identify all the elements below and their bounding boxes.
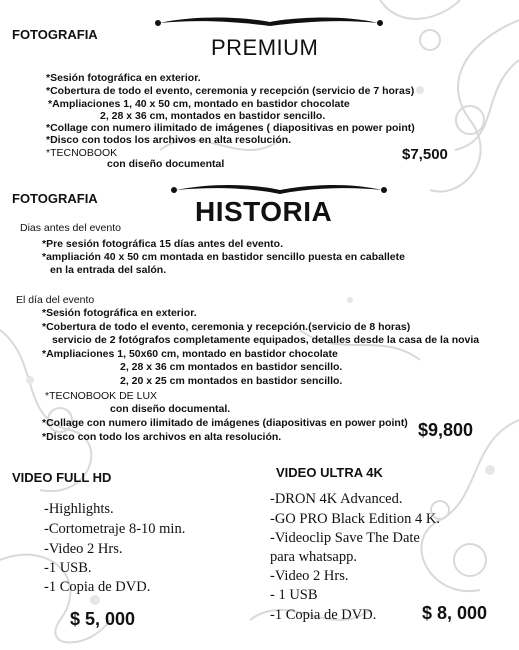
premium-section-label: FOTOGRAFIA: [12, 27, 98, 42]
premium-line-8: con diseño documental: [107, 158, 225, 170]
historia-day-line-5: 2, 28 x 36 cm montados en bastidor sencillo.: [120, 361, 343, 373]
video-ultra-4k-item-4: para whatsapp.: [270, 549, 357, 565]
historia-before-line-1: *Pre sesión fotográfica 15 días antes del evento.: [42, 238, 284, 250]
premium-price: $7,500: [402, 146, 448, 163]
video-ultra-4k-title: VIDEO ULTRA 4K: [276, 465, 383, 480]
historia-day-line-6: 2, 20 x 25 cm montados en bastidor sencillo.: [120, 375, 343, 387]
historia-day-line-4: *Ampliaciones 1, 50x60 cm, montado en bastidor chocolate: [42, 348, 338, 360]
video-full-hd-title: VIDEO FULL HD: [12, 470, 112, 485]
video-full-hd-item-2: -Cortometraje 8-10 min.: [44, 521, 186, 537]
historia-day-line-2: *Cobertura de todo el evento, ceremonia y recepción.(servicio de 8 horas): [42, 321, 411, 333]
premium-line-4: 2, 28 x 36 cm, montados en bastidor sencillo.: [100, 110, 326, 122]
video-ultra-4k-item-7: -1 Copia de DVD.: [270, 607, 377, 623]
video-full-hd-item-4: -1 USB.: [44, 560, 92, 576]
historia-day-line-3: servicio de 2 fotógrafos completamente equipados, detalles desde la casa de la novia: [52, 334, 480, 346]
video-ultra-4k-item-6: - 1 USB: [270, 587, 318, 603]
video-ultra-4k-item-3: -Videoclip Save The Date: [270, 530, 420, 546]
video-ultra-4k-item-5: -Video 2 Hrs.: [270, 568, 349, 584]
video-ultra-4k-item-2: -GO PRO Black Edition 4 K.: [270, 511, 440, 527]
premium-line-6: *Disco con todos los archivos en alta resolución.: [46, 134, 292, 146]
premium-line-2: *Cobertura de todo el evento, ceremonia y recepción (servicio de 7 horas): [46, 85, 415, 97]
video-ultra-4k-item-1: -DRON 4K Advanced.: [270, 491, 403, 507]
historia-section-label: FOTOGRAFIA: [12, 191, 98, 206]
historia-before-heading: Dias antes del evento: [20, 222, 121, 234]
premium-line-5: *Collage con numero ilimitado de imágenes ( diapositivas en power point): [46, 122, 415, 134]
premium-title: PREMIUM: [211, 35, 319, 60]
historia-day-line-7: *TECNOBOOK DE LUX: [45, 390, 158, 402]
video-full-hd-item-5: -1 Copia de DVD.: [44, 579, 151, 595]
premium-line-3: *Ampliaciones 1, 40 x 50 cm, montado en bastidor chocolate: [48, 98, 350, 110]
historia-day-line-8: con diseño documental.: [110, 403, 231, 415]
video-full-hd-price: $ 5, 000: [70, 609, 136, 629]
historia-day-line-9: *Collage con numero ilimitado de imágenes (diapositivas en power point): [42, 417, 408, 429]
video-full-hd-item-1: -Highlights.: [44, 501, 114, 517]
historia-day-line-1: *Sesión fotográfica en exterior.: [42, 307, 197, 319]
historia-day-line-10: *Disco con todo los archivos en alta resolución.: [42, 431, 282, 443]
premium-line-1: *Sesión fotográfica en exterior.: [46, 72, 201, 84]
premium-line-7: *TECNOBOOK: [46, 147, 118, 159]
historia-title: HISTORIA: [195, 196, 333, 227]
historia-before-line-3: en la entrada del salón.: [50, 264, 167, 276]
video-ultra-4k-price: $ 8, 000: [422, 603, 488, 623]
historia-price: $9,800: [418, 420, 474, 440]
historia-day-heading: El día del evento: [16, 294, 95, 306]
historia-before-line-2: *ampliación 40 x 50 cm montada en bastidor sencillo puesta en caballete: [42, 251, 405, 263]
video-full-hd-item-3: -Video 2 Hrs.: [44, 541, 123, 557]
